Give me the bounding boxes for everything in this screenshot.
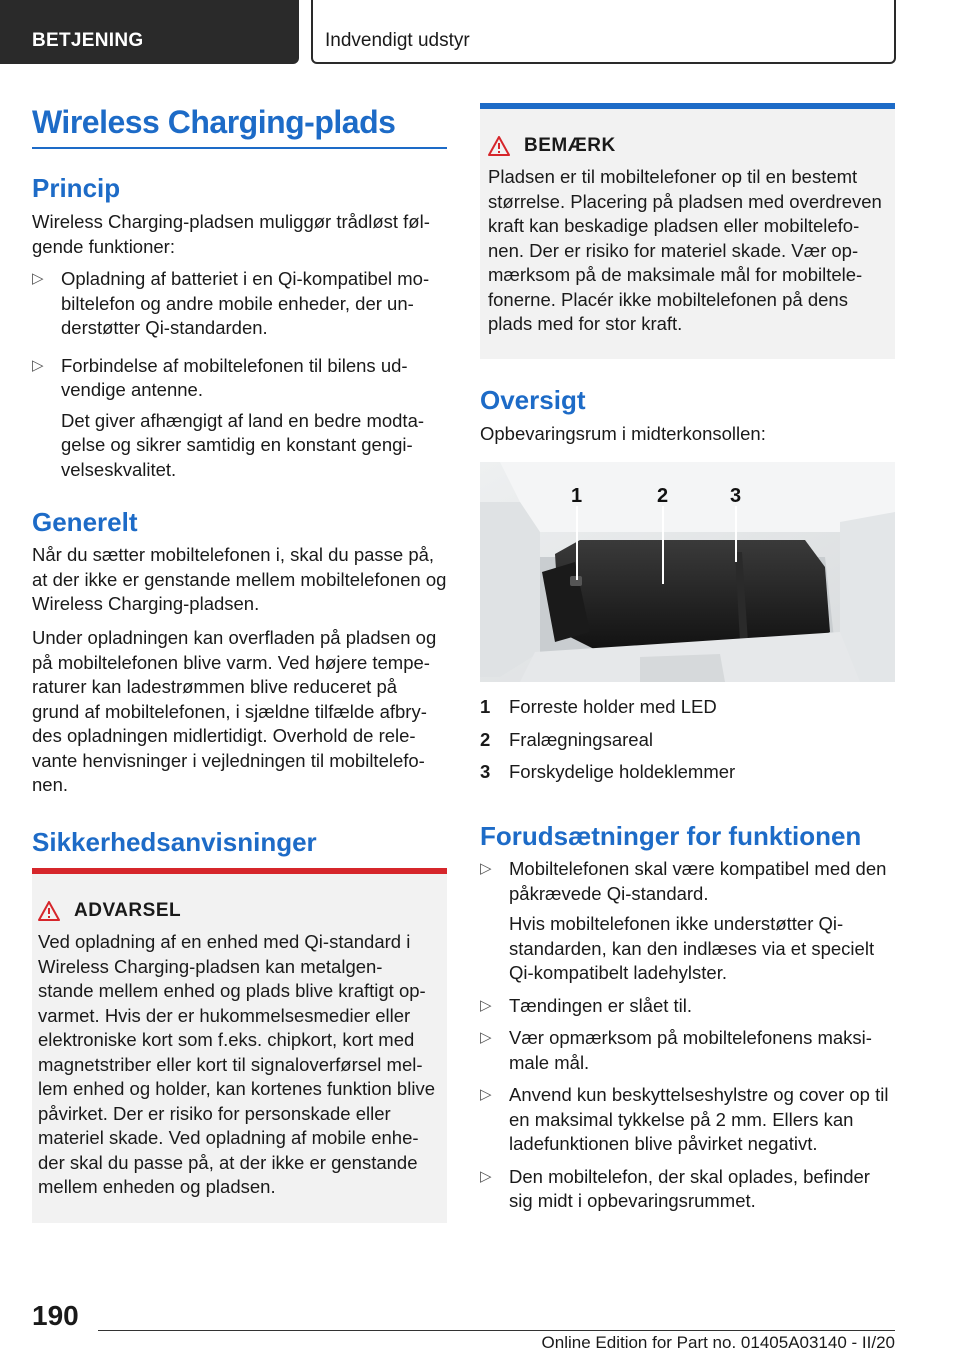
header-chapter-label: Indvendigt udstyr <box>325 30 470 51</box>
heading-generelt: Generelt <box>32 507 138 537</box>
triangle-bullet-icon: ▷ <box>480 1086 492 1103</box>
princip-intro: Wireless Charging-pladsen muliggør trådløst føl-gende funktioner: <box>32 211 430 257</box>
oversigt-intro: Opbevaringsrum i midterkonsollen: <box>480 423 766 444</box>
heading-sikkerhedsanvisninger: Sikkerhedsanvisninger <box>32 827 317 857</box>
footer-divider <box>98 1330 895 1331</box>
heading-princip: Princip <box>32 173 121 203</box>
list-item: ▷ Forbindelse af mobiltelefonen til bilens ud-vendige antenne. Det giver afhængigt af land en bedre modta-gelse og sikrer samtidig en konstant gengi-velseskvalitet. <box>32 354 425 480</box>
console-storage-figure <box>480 462 895 682</box>
list-item: ▷ Tændingen er slået til. <box>480 994 895 1019</box>
caution-triangle-icon <box>488 136 510 156</box>
list-item: ▷ Mobiltelefonen skal være kompatibel med den påkrævede Qi-standard. Hvis mobiltelefonen ikke understøtter Qi-standarden, kan den indlæses via et specielt Qi-kompatibelt ladehylster. <box>480 858 887 983</box>
wireless-charging-tray-illustration <box>480 462 895 682</box>
title-divider <box>32 147 447 149</box>
header-section-tab <box>0 0 299 64</box>
header-chapter-tab <box>311 0 896 64</box>
triangle-bullet-icon: ▷ <box>480 996 492 1014</box>
warning-triangle-icon <box>38 901 60 921</box>
list-item: ▷ Opladning af batteriet i en Qi-kompatibel mo-biltelefon og andre mobile enheder, der un-derstøtter Qi-standarden. <box>32 268 430 338</box>
warning-box <box>32 868 447 1223</box>
callout-1: 1 <box>571 485 583 507</box>
triangle-bullet-icon: ▷ <box>32 270 44 287</box>
header-section-label: BETJENING <box>32 30 144 51</box>
triangle-bullet-icon: ▷ <box>480 1167 492 1185</box>
generelt-paragraph-2: Under opladningen kan overfladen på pladsen og på mobiltelefonen blive varm. Ved højere tempe-raturer kan ladestrømmen blive reduceret på grund af mobiltelefonen, i sjældne tilfælde afbry-des opladningen midlertidigt. Overhold de rele-vante henvisninger i vejledningen til mobiltelefo-nen. <box>32 627 437 795</box>
list-item: ▷ Vær opmærksom på mobiltelefonens maksi-male mål. <box>480 1027 872 1073</box>
page-number: 190 <box>32 1300 79 1331</box>
footer-edition: Online Edition for Part no. 01405A03140 - II/20 <box>541 1333 895 1352</box>
callout-3: 3 <box>730 485 742 507</box>
princip-list <box>32 267 447 490</box>
warning-title: ADVARSEL <box>38 900 437 922</box>
page-title: Wireless Charging-plads <box>32 104 396 140</box>
list-item: ▷ Den mobiltelefon, der skal oplades, befinder sig midt i opbevaringsrummet. <box>480 1165 870 1211</box>
note-title: BEMÆRK <box>488 135 885 157</box>
forudsaetninger-list <box>480 857 895 1222</box>
generelt-paragraph-1: Når du sætter mobiltelefonen i, skal du passe på, at der ikke er genstande mellem mobiltelefonen og Wireless Charging-pladsen. <box>32 544 447 614</box>
triangle-bullet-icon: ▷ <box>480 860 492 877</box>
figure-legend <box>480 695 895 793</box>
callout-2: 2 <box>657 485 669 507</box>
triangle-bullet-icon: ▷ <box>480 1029 492 1046</box>
legend-item: 2 Fralægningsareal <box>480 728 653 750</box>
legend-item: 1 Forreste holder med LED <box>480 696 717 717</box>
heading-forudsaetninger: Forudsætninger for funktionen <box>480 821 862 851</box>
heading-oversigt: Oversigt <box>480 385 586 415</box>
note-box <box>480 103 895 359</box>
list-item: ▷ Anvend kun beskyttelseshylstre og cover op til en maksimal tykkelse på 2 mm. Ellers kan ladefunktionen blive påvirket negativt. <box>480 1084 889 1154</box>
triangle-bullet-icon: ▷ <box>32 356 44 374</box>
legend-item: 3 Forskydelige holdeklemmer <box>480 761 736 782</box>
note-text: Pladsen er til mobiltelefoner op til en bestemt størrelse. Placering på pladsen med overdreven kraft kan beskadige pladsen eller mobiltelefo-nen. Der er risiko for materiel skade. Vær op-mærksom på de maksimale mål for mobiltele-fonerne. Placér ikke mobiltelefonen på dens plads med for stor kraft. <box>488 166 882 334</box>
warning-text: Ved opladning af en enhed med Qi-standard i Wireless Charging-pladsen kan metalgen-stande mellem enhed og plads blive kraftigt op-varmet. Hvis der er hukommelsesmedier eller elektroniske kort som f.eks. chipkort, kort med magnetstriber eller kort til signaloverførsel mel-lem enhed og holder, kan kortenes funktion blive påvirket. Der er risiko for personskade eller materiel skade. Ved opladning af mobile enhe-der skal du passe på, at der ikke er genstande mellem enheden og pladsen. <box>38 931 435 1197</box>
